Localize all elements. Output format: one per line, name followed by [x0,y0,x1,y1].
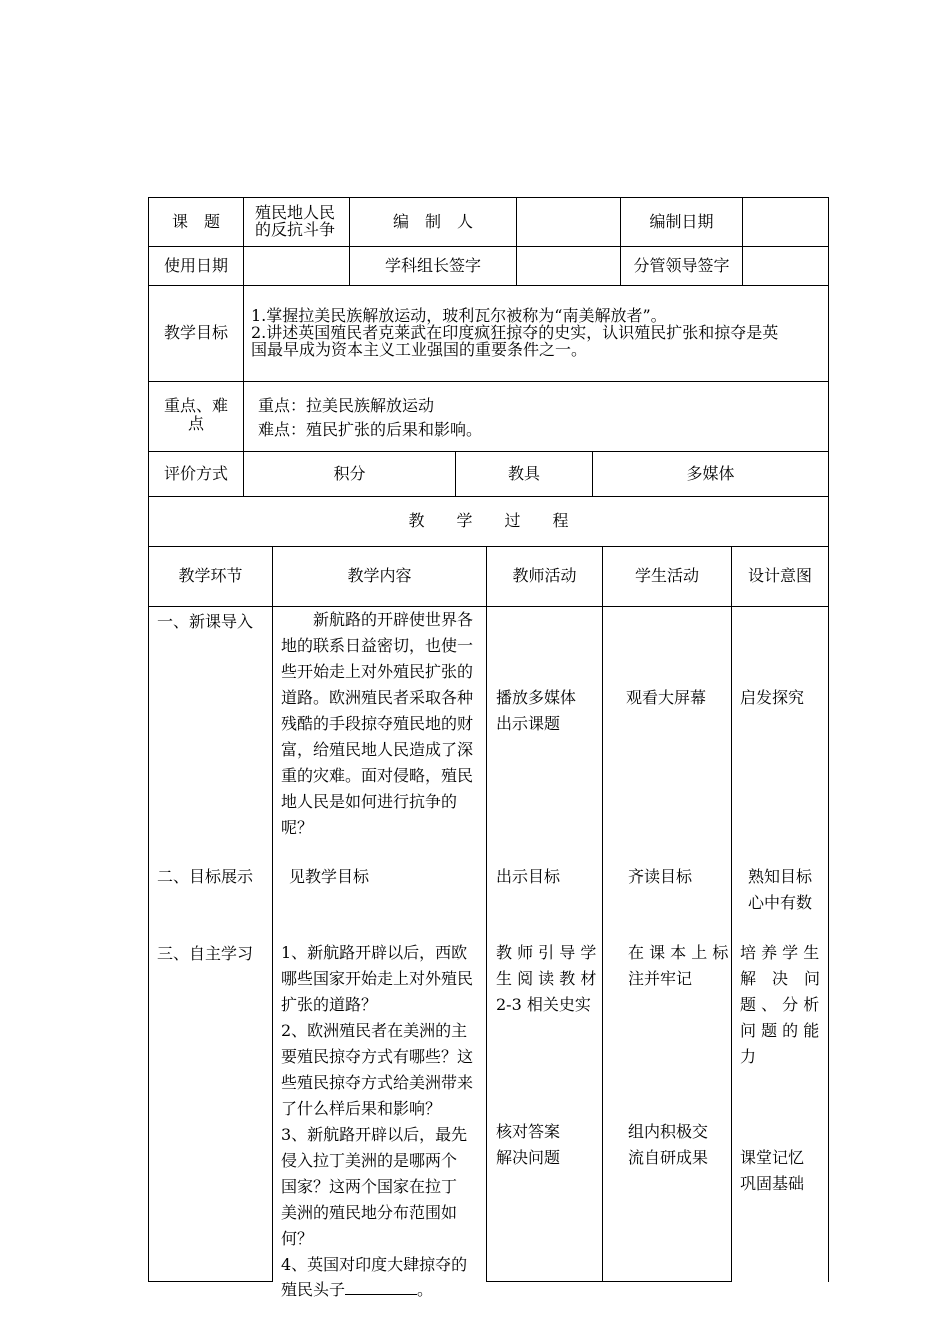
stage-intro: 一、新课导入 [157,612,254,631]
content-line: 侵入拉丁美洲的是哪两个 [281,1151,458,1170]
intent-line: 巩固基础 [740,1174,805,1193]
self-study-content [281,940,473,1302]
student-line: 齐读目标 [628,867,693,886]
student-line: 注并牢记 [628,969,693,988]
student-line: 组内积极交 [628,1122,709,1141]
content-line: 要殖民掠夺方式有哪些？这 [281,1047,474,1066]
table-rule [148,197,829,198]
table-rule [148,197,149,1282]
intent-line: 启发探究 [740,688,805,707]
content-line: 美洲的殖民地分布范围如 [281,1203,458,1222]
content-line-with-blank [281,1278,473,1302]
intent-line: 题 、 分 析 [740,995,820,1014]
content-line: 哪些国家开始走上对外殖民 [281,969,474,988]
table-rule [486,1281,732,1282]
answer-blank[interactable] [345,1280,417,1295]
content-line: 道路。欧洲殖民者采取各种 [281,688,474,707]
division-leader-label: 分管领导签字 [633,256,730,275]
teaching-tools-label: 教具 [507,464,540,483]
table-rule [148,1281,272,1282]
self-study-design-intent-b [740,1145,804,1197]
table-rule [148,496,829,497]
goals-teacher-activity [496,864,560,890]
content-line: 了什么样后果和影响？ [281,1099,442,1118]
teacher-line: 2-3 相关史实 [496,995,591,1014]
content-line: 富，给殖民地人民造成了深 [281,740,474,759]
content-line: 残酷的手段掠夺殖民地的财 [281,714,474,733]
table-rule [148,451,829,452]
content-line: 新航路的开辟使世界各 [281,610,474,629]
self-study-teacher-activity-a [496,940,596,1018]
subject-leader-label: 学科组长签字 [384,256,481,275]
intro-teacher-activity [496,685,576,737]
intent-line: 解 决 问 [740,969,821,988]
intro-design-intent [740,685,804,711]
use-date-label: 使用日期 [163,256,228,275]
teacher-line: 生 阅 读 教 材 [496,969,597,988]
table-rule [148,381,829,382]
teacher-line: 核对答案 [496,1122,561,1141]
content-tail: 。 [417,1280,434,1299]
content-text: 殖民头子 [281,1280,346,1299]
key-points-label-line1: 重点、难 [163,396,228,415]
content-line: 重的灾难。面对侵略，殖民 [281,766,474,785]
content-line: 4、英国对印度大肆掠夺的 [281,1255,468,1274]
goals-student-activity [628,864,692,890]
content-line: 呢？ [281,818,314,837]
topic-value-line2: 的反抗斗争 [255,220,336,239]
content-line: 些开始走上对外殖民扩张的 [281,662,474,681]
teacher-line: 出示课题 [496,714,561,733]
content-line: 2、欧洲殖民者在美洲的主 [281,1021,468,1040]
editor-label: 编 制 人 [392,212,473,231]
table-rule [828,197,829,1282]
table-rule [148,606,829,607]
table-rule [742,197,743,286]
intent-line: 课堂记忆 [740,1148,805,1167]
content-line: 地人民是如何进行抗争的 [281,792,458,811]
stage-goals: 二、目标展示 [157,867,254,886]
intent-line: 熟知目标 [748,867,813,886]
table-rule [148,246,829,247]
edit-date-label: 编制日期 [649,212,714,231]
intent-line: 问 题 的 能 [740,1021,820,1040]
content-line: 扩张的道路？ [281,995,378,1014]
column-header-stage: 教学环节 [178,566,243,585]
table-rule [486,546,487,1282]
table-rule [243,197,244,286]
difficult-point-text: 难点：殖民扩张的后果和影响。 [258,420,483,439]
topic-value-line1: 殖民地人民 [255,203,336,222]
teacher-line: 出示目标 [496,867,561,886]
intro-content [281,607,473,841]
process-title: 教 学 过 程 [408,511,569,530]
intent-line: 心中有数 [748,893,813,912]
key-points-label-line2: 点 [187,414,204,433]
evaluation-label: 评价方式 [163,464,228,483]
self-study-student-activity-a [628,940,728,992]
self-study-student-activity-b [628,1119,708,1171]
goals-content [289,864,369,890]
goals-label: 教学目标 [163,323,228,342]
table-rule [243,285,244,452]
goals-design-intent [748,864,812,916]
intent-line: 力 [740,1047,757,1066]
content-line: 1、新航路开辟以后，西欧 [281,943,468,962]
content-line: 些殖民掠夺方式给美洲带来 [281,1073,474,1092]
column-header-content: 教学内容 [347,566,412,585]
topic-label: 课 题 [171,212,220,231]
table-rule [148,285,829,286]
table-rule [602,546,603,1282]
table-rule [272,546,273,1282]
intro-student-activity [626,685,706,711]
goals-line-2: 2.讲述英国殖民者克莱武在印度疯狂掠夺的史实，认识殖民扩张和掠夺是英 [251,323,779,342]
column-header-student: 学生活动 [634,566,699,585]
table-rule [516,197,517,286]
intent-line: 培 养 学 生 [740,943,820,962]
column-header-teacher: 教师活动 [512,566,577,585]
student-line: 在 课 本 上 标 [628,943,729,962]
self-study-design-intent-a [740,940,820,1070]
content-line: 何？ [281,1229,314,1248]
teacher-line: 播放多媒体 [496,688,577,707]
self-study-teacher-activity-b [496,1119,560,1171]
evaluation-value: 积分 [333,464,366,483]
content-line: 地的联系日益密切，也使一 [281,636,474,655]
content-line: 3、新航路开辟以后，最先 [281,1125,468,1144]
column-header-intent: 设计意图 [747,566,812,585]
teacher-line: 教 师 引 导 学 [496,943,597,962]
key-point-text: 重点：拉美民族解放运动 [258,396,435,415]
stage-self-study: 三、自主学习 [157,944,254,963]
teaching-tools-value: 多媒体 [686,464,735,483]
content-line: 国家？这两个国家在拉丁 [281,1177,458,1196]
goals-line-1: 1.掌握拉美民族解放运动，玻利瓦尔被称为“南美解放者”。 [251,306,667,325]
table-rule [731,546,732,1282]
goals-line-3: 国最早成为资本主义工业强国的重要条件之一。 [251,340,588,359]
content-line: 见教学目标 [289,867,370,886]
student-line: 观看大屏幕 [626,688,707,707]
teacher-line: 解决问题 [496,1148,561,1167]
table-rule [148,546,829,547]
student-line: 流自研成果 [628,1148,709,1167]
